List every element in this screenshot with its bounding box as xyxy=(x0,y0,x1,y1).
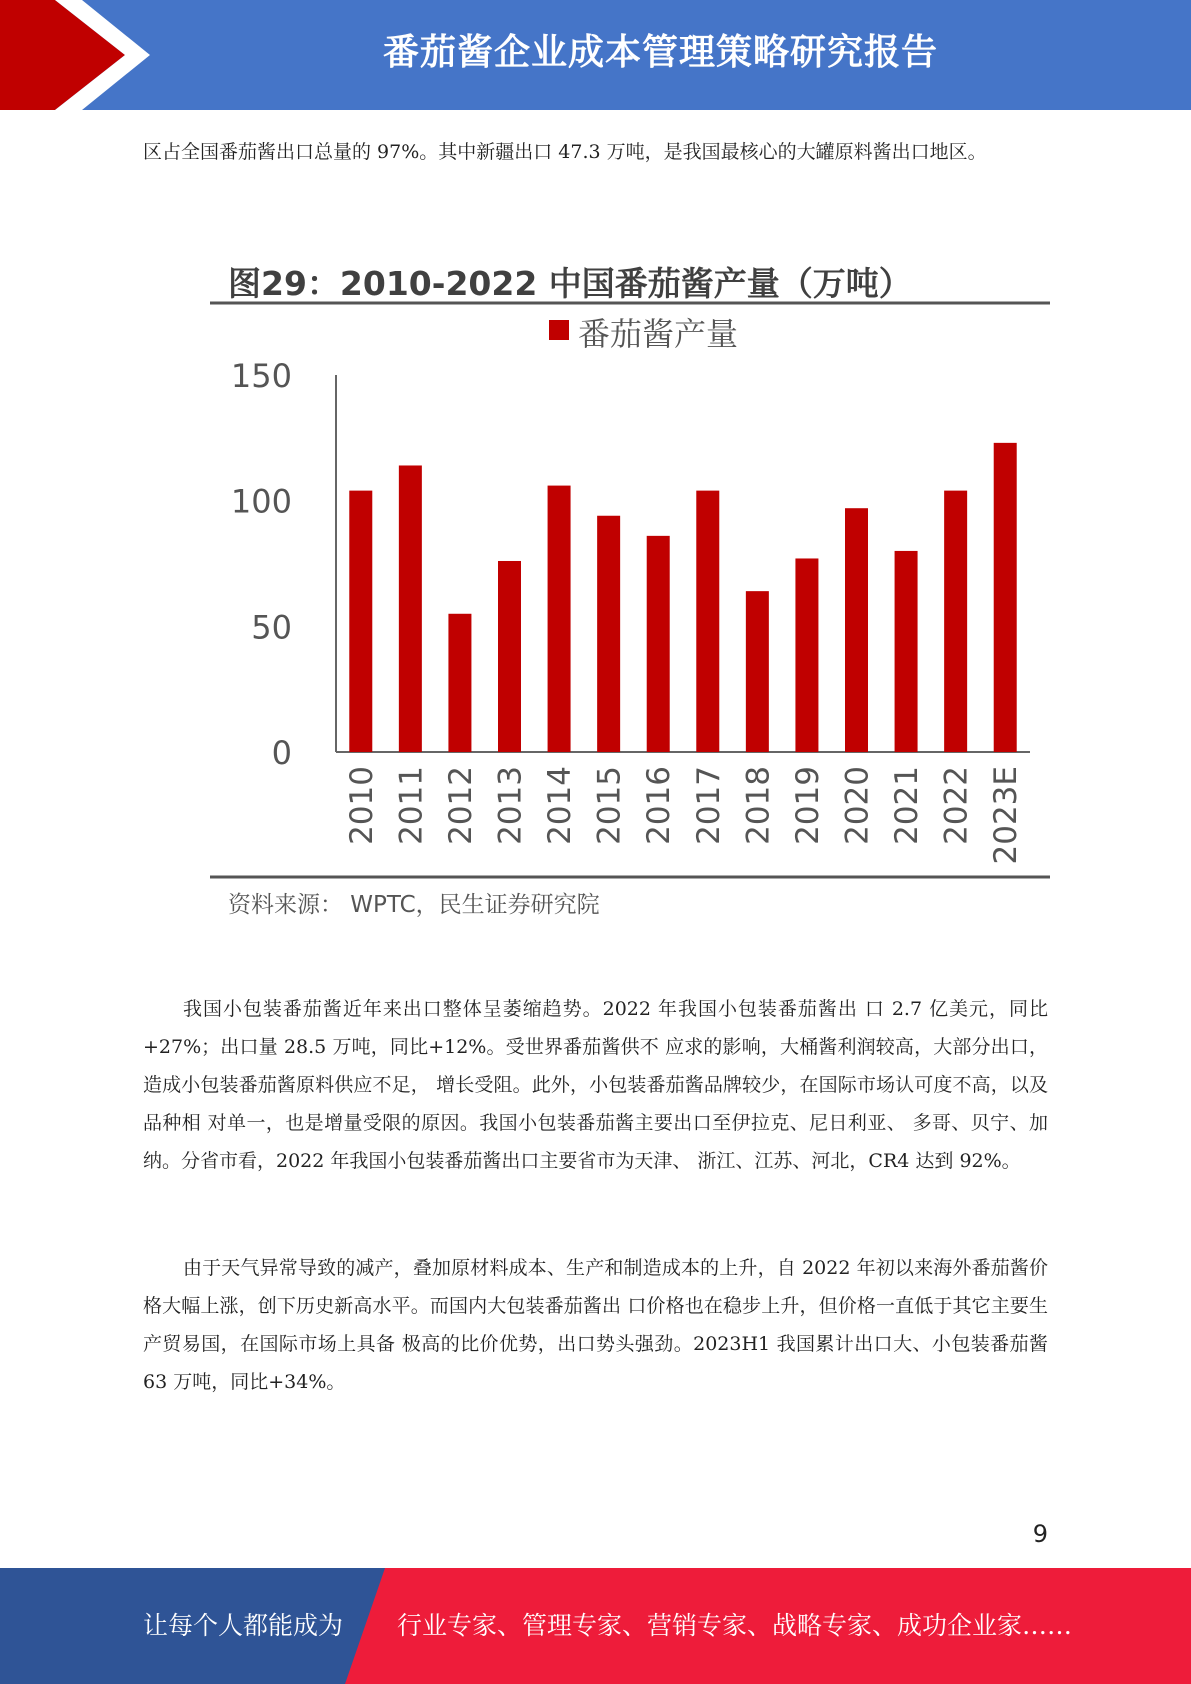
header-chevron-decoration xyxy=(0,0,160,110)
x-tick-label: 2013 xyxy=(492,766,529,845)
bar-2010 xyxy=(349,491,372,752)
y-tick-label: 50 xyxy=(251,608,292,647)
x-tick-label: 2014 xyxy=(542,766,579,845)
chart-source: 资料来源： WPTC，民生证券研究院 xyxy=(228,892,600,918)
x-tick-label: 2021 xyxy=(889,766,926,845)
bar-2017 xyxy=(696,491,719,752)
bar-2015 xyxy=(597,516,620,752)
price-paragraph: 由于天气异常导致的减产，叠加原材料成本、生产和制造成本的上升，自 2022 年初以来海外番茄酱价格大幅上涨，创下历史新高水平。而国内大包装番茄酱出 口价格也在稳步上升，但价格一直低于其它主要生产贸易国，在国际市场上具备 极高的比价优势，出口势头强劲。2023H1 我国累计出口大、小包装番茄酱 63 万吨，同比+34%。 xyxy=(143,1257,1048,1393)
x-tick-label: 2020 xyxy=(839,766,876,845)
x-tick-label: 2022 xyxy=(938,766,975,845)
legend-label: 番茄酱产量 xyxy=(578,315,739,353)
bar-2019 xyxy=(795,558,818,752)
legend-swatch xyxy=(549,320,569,340)
y-tick-label: 150 xyxy=(230,357,292,395)
bar-2012 xyxy=(448,614,471,752)
x-tick-label: 2018 xyxy=(740,766,777,845)
bar-2014 xyxy=(548,486,571,752)
bar-2020 xyxy=(845,508,868,752)
x-tick-label: 2011 xyxy=(393,766,430,845)
page-number: 9 xyxy=(1032,1520,1048,1548)
bar-2023E xyxy=(994,443,1017,752)
export-paragraph: 我国小包装番茄酱近年来出口整体呈萎缩趋势。2022 年我国小包装番茄酱出 口 2.7 亿美元，同比+27%；出口量 28.5 万吨，同比+12%。受世界番茄酱供不 应求的影响，大桶酱利润较高，大部分出口，造成小包装番茄酱原料供应不足， 增长受阻。此外，小包装番茄酱品牌较少，在国际市场认可度不高，以及品种相 对单一，也是增量受限的原因。我国小包装番茄酱主要出口至伊拉克、尼日利亚、 多哥、贝宁、加纳。分省市看，2022 年我国小包装番茄酱出口主要省市为天津、 浙江、江苏、河北，CR4 达到 92%。 xyxy=(143,998,1048,1172)
bar-2022 xyxy=(944,491,967,752)
x-tick-label: 2019 xyxy=(789,766,826,845)
bar-2018 xyxy=(746,591,769,752)
x-tick-label: 2015 xyxy=(591,766,628,845)
y-tick-label: 0 xyxy=(271,734,292,772)
header-band xyxy=(0,0,1191,110)
intro-paragraph: 区占全国番茄酱出口总量的 97%。其中新疆出口 47.3 万吨，是我国最核心的大罐原料酱出口地区。 xyxy=(143,141,987,163)
x-tick-label: 2016 xyxy=(641,766,678,845)
footer-slogan-left: 让每个人都能成为 xyxy=(143,1611,344,1640)
header-red-block xyxy=(0,0,125,110)
bar-2021 xyxy=(895,551,918,752)
footer-band xyxy=(0,1568,1191,1684)
bar-2016 xyxy=(647,536,670,752)
bar-2011 xyxy=(399,465,422,752)
x-tick-label: 2012 xyxy=(442,766,479,845)
footer-slogan-right: 行业专家、管理专家、营销专家、战略专家、成功企业家…… xyxy=(397,1611,1073,1640)
x-tick-label: 2010 xyxy=(343,766,380,845)
x-tick-label: 2023E xyxy=(988,766,1025,865)
y-tick-label: 100 xyxy=(230,482,292,521)
bar-2013 xyxy=(498,561,521,752)
chart-title: 图29：2010-2022 中国番茄酱产量（万吨） xyxy=(228,264,912,303)
x-tick-label: 2017 xyxy=(690,766,727,845)
report-title: 番茄酱企业成本管理策略研究报告 xyxy=(382,32,938,73)
